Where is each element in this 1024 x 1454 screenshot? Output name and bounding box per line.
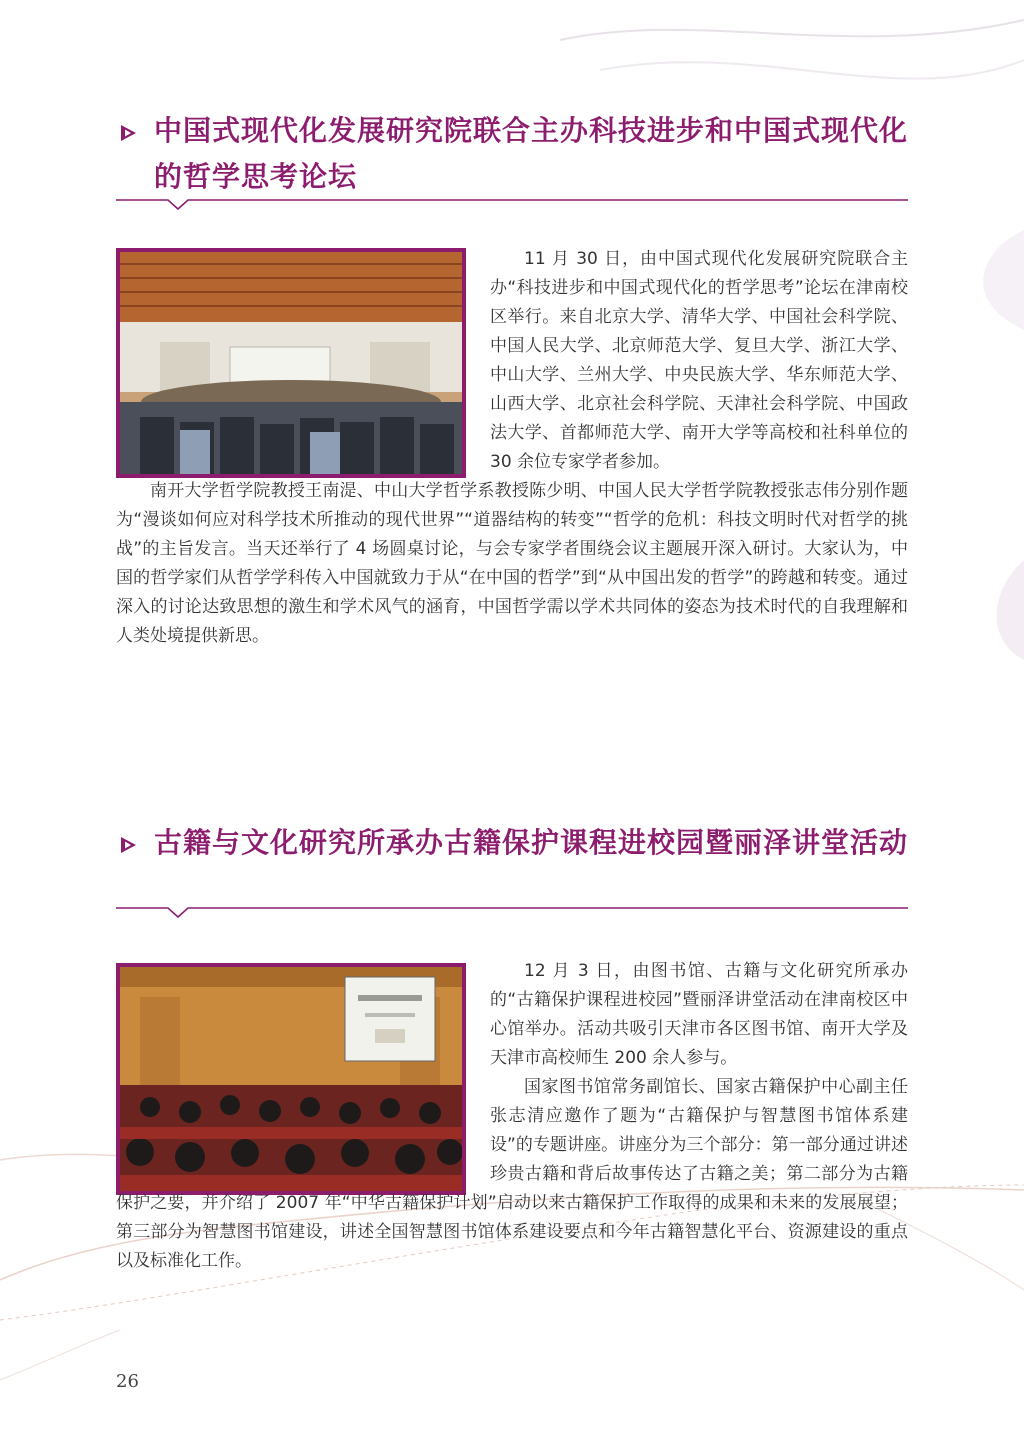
photo-spacer xyxy=(116,245,490,477)
page-number: 26 xyxy=(116,1371,139,1392)
article-2-paragraph-2: 国家图书馆常务副馆长、国家古籍保护中心副主任张志清应邀作了题为“古籍保护与智慧图书馆体系建设”的专题讲座。讲座分为三个部分：第一部分通过讲述珍贵古籍和背后故事传达了古籍之美；第二部分为古籍保护之要，并介绍了 2007 年“中华古籍保护计划”启动以来古籍保护工作取得的成果和未来的发展展望；第三部分为智慧图书馆建设，讲述全国智慧图书馆体系建设要点和今年古籍智慧化平台、资源建设的重点以及标准化工作。 xyxy=(116,1077,908,1271)
heading-divider xyxy=(116,904,908,918)
article-2-title: 古籍与文化研究所承办古籍保护课程进校园暨丽泽讲堂活动 xyxy=(154,826,909,859)
article-2-paragraph-1: 12 月 3 日，由图书馆、古籍与文化研究所承办的“古籍保护课程进校园”暨丽泽讲堂活动在津南校区中心馆举办。活动共吸引天津市各区图书馆、南开大学及天津市高校师生 200 余人参与。 xyxy=(490,961,908,1068)
article-1-body xyxy=(116,245,908,651)
article-1-paragraph-2: 南开大学哲学院教授王南湜、中山大学哲学系教授陈少明、中国人民大学哲学院教授张志伟分别作题为“漫谈如何应对科学技术所推动的现代世界”“道器结构的转变”“哲学的危机：科技文明时代对哲学的挑战”的主旨发言。当天还举行了 4 场圆桌讨论，与会专家学者围绕会议主题展开深入研讨。大家认为，中国的哲学家们从哲学学科传入中国就致力于从“在中国的哲学”到“从中国出发的哲学”的跨越和转变。通过深入的讨论达致思想的激生和学术风气的涵育，中国哲学需以学术共同体的姿态为技术时代的自我理解和人类处境提供新思。 xyxy=(116,481,908,646)
heading-divider xyxy=(116,196,908,210)
article-1-paragraph-1: 11 月 30 日，由中国式现代化发展研究院联合主办“科技进步和中国式现代化的哲学思考”论坛在津南校区举行。来自北京大学、清华大学、中国社会科学院、中国人民大学、北京师范大学、复旦大学、浙江大学、中山大学、兰州大学、中央民族大学、华东师范大学、山西大学、北京社会科学院、天津社会科学院、中国政法大学、首都师范大学、南开大学等高校和社科单位的 30 余位专家学者参加。 xyxy=(490,249,908,472)
article-1-title: 中国式现代化发展研究院联合主办科技进步和中国式现代化的哲学思考论坛 xyxy=(154,114,909,193)
article-2-body xyxy=(116,957,908,1276)
triangle-marker-icon xyxy=(118,834,140,856)
triangle-marker-icon xyxy=(118,122,140,144)
photo-spacer xyxy=(116,957,490,1189)
